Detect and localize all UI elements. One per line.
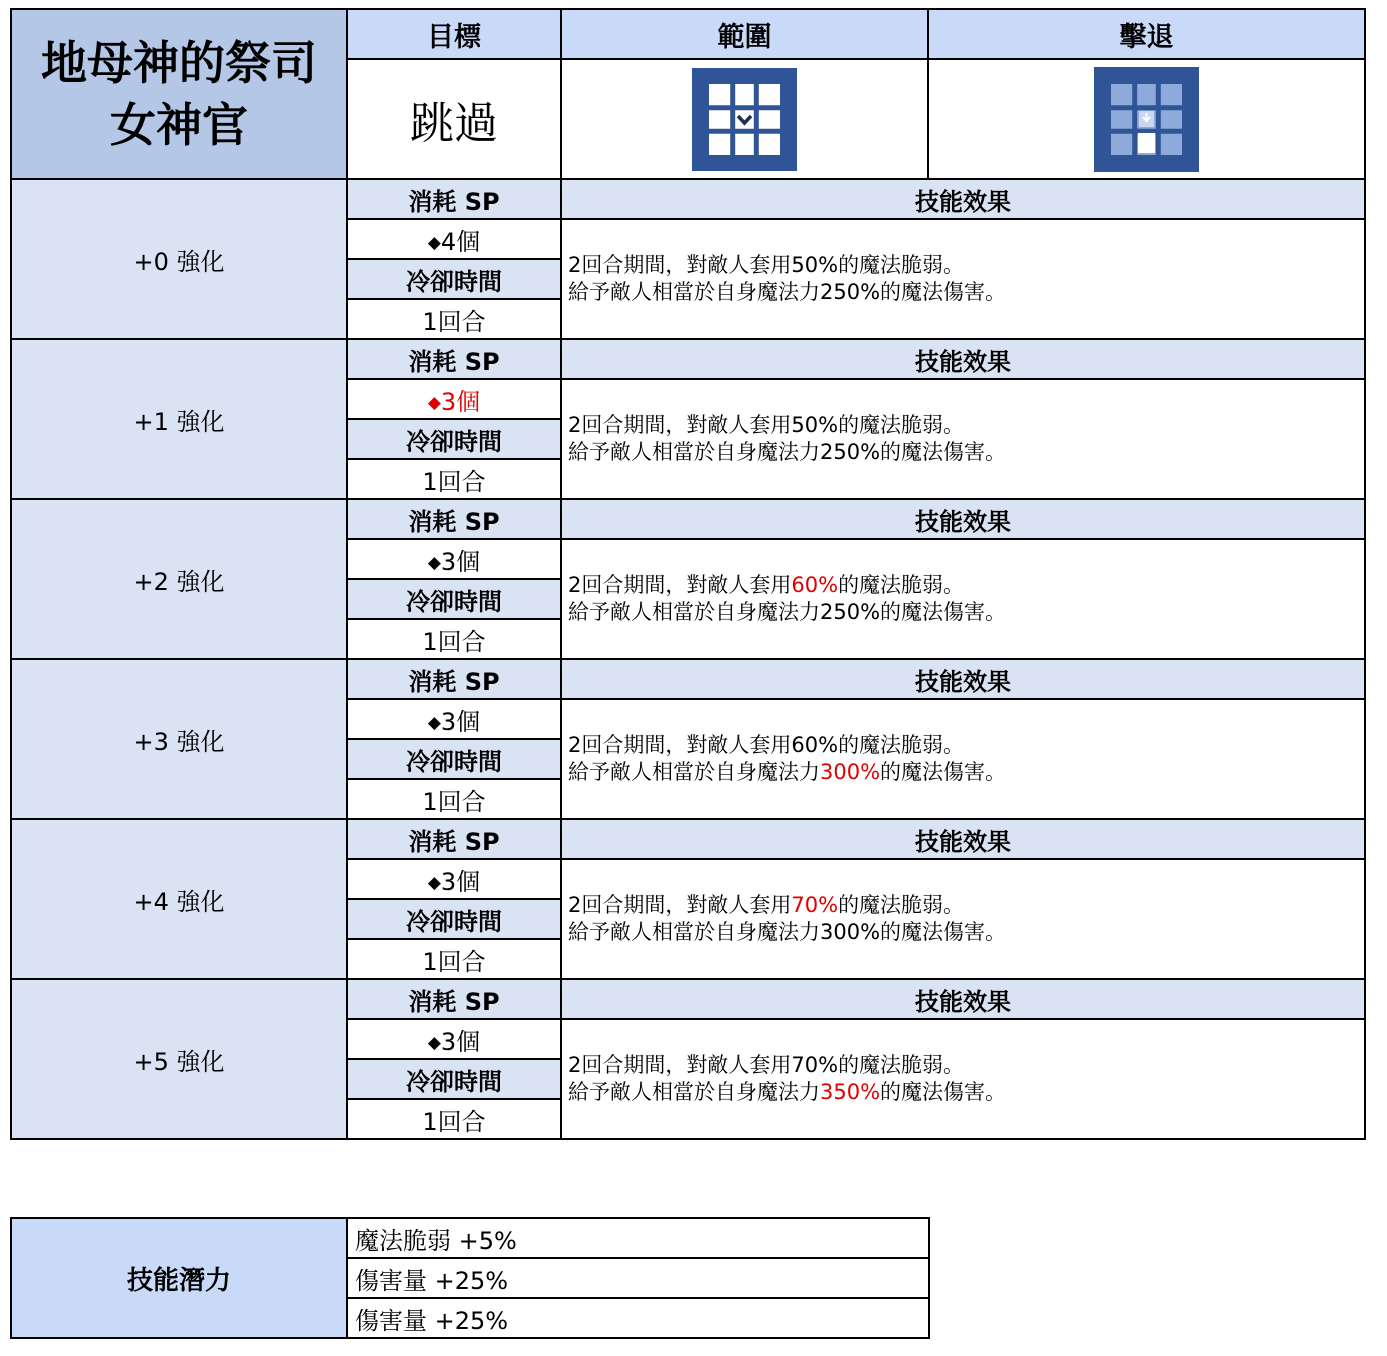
effect-line-damage: 給予敵人相當於自身魔法力250%的魔法傷害。 bbox=[568, 600, 1007, 624]
damage-percent: 300% bbox=[820, 760, 881, 784]
sp-count: 3個 bbox=[440, 707, 481, 736]
cooldown-value: 1回合 bbox=[347, 939, 561, 979]
sp-count: 3個 bbox=[440, 867, 481, 896]
cooldown-header: 冷卻時間 bbox=[347, 579, 561, 619]
effect-text bbox=[561, 219, 1365, 339]
sp-cost bbox=[347, 1019, 561, 1059]
damage-percent: 250% bbox=[820, 600, 881, 624]
cooldown-header: 冷卻時間 bbox=[347, 1059, 561, 1099]
effect-header: 技能效果 bbox=[561, 979, 1365, 1019]
vulnerability-percent: 70% bbox=[791, 893, 839, 917]
skill-name-cell bbox=[11, 9, 347, 179]
diamond-icon: ◆ bbox=[427, 392, 441, 413]
sp-header: 消耗 SP bbox=[347, 979, 561, 1019]
sp-count: 4個 bbox=[440, 227, 481, 256]
character-name: 女神官 bbox=[110, 98, 248, 152]
sp-cost-value bbox=[428, 388, 480, 416]
effect-line-vulnerability: 2回合期間，對敵人套用60%的魔法脆弱。 bbox=[568, 573, 965, 597]
knockback-header: 擊退 bbox=[928, 9, 1365, 59]
effect-line-damage: 給予敵人相當於自身魔法力350%的魔法傷害。 bbox=[568, 1080, 1007, 1104]
range-grid-icon bbox=[692, 68, 797, 171]
target-value: 跳過 bbox=[347, 59, 561, 179]
cooldown-value: 1回合 bbox=[347, 1099, 561, 1139]
vulnerability-percent: 60% bbox=[791, 733, 839, 757]
cooldown-header: 冷卻時間 bbox=[347, 259, 561, 299]
sp-count: 3個 bbox=[440, 1027, 481, 1056]
effect-line-damage: 給予敵人相當於自身魔法力300%的魔法傷害。 bbox=[568, 920, 1007, 944]
effect-line-vulnerability: 2回合期間，對敵人套用50%的魔法脆弱。 bbox=[568, 253, 965, 277]
diamond-icon: ◆ bbox=[427, 872, 441, 893]
potential-item: 傷害量 +25% bbox=[347, 1298, 929, 1338]
level-label: +5 強化 bbox=[11, 979, 347, 1139]
knockback-cell bbox=[928, 59, 1365, 179]
target-header: 目標 bbox=[347, 9, 561, 59]
effect-text bbox=[561, 379, 1365, 499]
sp-count: 3個 bbox=[440, 387, 481, 416]
effect-line-damage: 給予敵人相當於自身魔法力250%的魔法傷害。 bbox=[568, 280, 1007, 304]
sp-cost bbox=[347, 379, 561, 419]
effect-line-vulnerability: 2回合期間，對敵人套用70%的魔法脆弱。 bbox=[568, 893, 965, 917]
damage-percent: 250% bbox=[820, 440, 881, 464]
diamond-icon: ◆ bbox=[427, 232, 441, 253]
sp-cost-value bbox=[428, 868, 480, 896]
sp-cost-value bbox=[428, 708, 480, 736]
level-label: +0 強化 bbox=[11, 179, 347, 339]
sp-cost bbox=[347, 219, 561, 259]
knockback-grid-icon bbox=[1094, 67, 1199, 172]
effect-line-vulnerability: 2回合期間，對敵人套用60%的魔法脆弱。 bbox=[568, 733, 965, 757]
cooldown-header: 冷卻時間 bbox=[347, 419, 561, 459]
level-label: +1 強化 bbox=[11, 339, 347, 499]
sp-cost-value bbox=[428, 1028, 480, 1056]
potential-table bbox=[10, 1217, 930, 1339]
damage-percent: 300% bbox=[820, 920, 881, 944]
range-cell bbox=[561, 59, 928, 179]
cooldown-value: 1回合 bbox=[347, 779, 561, 819]
vulnerability-percent: 50% bbox=[791, 253, 839, 277]
effect-header: 技能效果 bbox=[561, 179, 1365, 219]
vulnerability-percent: 70% bbox=[791, 1053, 839, 1077]
damage-percent: 250% bbox=[820, 280, 881, 304]
effect-line-damage: 給予敵人相當於自身魔法力250%的魔法傷害。 bbox=[568, 440, 1007, 464]
potential-item: 魔法脆弱 +5% bbox=[347, 1218, 929, 1258]
effect-header: 技能效果 bbox=[561, 499, 1365, 539]
effect-line-vulnerability: 2回合期間，對敵人套用70%的魔法脆弱。 bbox=[568, 1053, 965, 1077]
sp-count: 3個 bbox=[440, 547, 481, 576]
sp-cost bbox=[347, 859, 561, 899]
skill-table bbox=[10, 8, 1366, 1140]
vulnerability-percent: 50% bbox=[791, 413, 839, 437]
vulnerability-percent: 60% bbox=[791, 573, 839, 597]
effect-header: 技能效果 bbox=[561, 339, 1365, 379]
diamond-icon: ◆ bbox=[427, 1032, 441, 1053]
sp-cost-value bbox=[428, 548, 480, 576]
effect-line-damage: 給予敵人相當於自身魔法力300%的魔法傷害。 bbox=[568, 760, 1007, 784]
sp-header: 消耗 SP bbox=[347, 179, 561, 219]
level-label: +3 強化 bbox=[11, 659, 347, 819]
damage-percent: 350% bbox=[820, 1080, 881, 1104]
effect-text bbox=[561, 539, 1365, 659]
sp-header: 消耗 SP bbox=[347, 499, 561, 539]
effect-header: 技能效果 bbox=[561, 819, 1365, 859]
sp-cost bbox=[347, 539, 561, 579]
sp-cost-value bbox=[428, 228, 480, 256]
range-header: 範圍 bbox=[561, 9, 928, 59]
sp-header: 消耗 SP bbox=[347, 819, 561, 859]
skill-name: 地母神的祭司 bbox=[41, 36, 317, 90]
sp-cost bbox=[347, 699, 561, 739]
cooldown-value: 1回合 bbox=[347, 459, 561, 499]
level-label: +2 強化 bbox=[11, 499, 347, 659]
diamond-icon: ◆ bbox=[427, 552, 441, 573]
cooldown-header: 冷卻時間 bbox=[347, 739, 561, 779]
effect-text bbox=[561, 859, 1365, 979]
effect-header: 技能效果 bbox=[561, 659, 1365, 699]
sp-header: 消耗 SP bbox=[347, 339, 561, 379]
effect-text bbox=[561, 699, 1365, 819]
effect-text bbox=[561, 1019, 1365, 1139]
effect-line-vulnerability: 2回合期間，對敵人套用50%的魔法脆弱。 bbox=[568, 413, 965, 437]
diamond-icon: ◆ bbox=[427, 712, 441, 733]
sp-header: 消耗 SP bbox=[347, 659, 561, 699]
potential-label: 技能潛力 bbox=[11, 1218, 347, 1338]
level-label: +4 強化 bbox=[11, 819, 347, 979]
cooldown-header: 冷卻時間 bbox=[347, 899, 561, 939]
potential-item: 傷害量 +25% bbox=[347, 1258, 929, 1298]
cooldown-value: 1回合 bbox=[347, 299, 561, 339]
cooldown-value: 1回合 bbox=[347, 619, 561, 659]
